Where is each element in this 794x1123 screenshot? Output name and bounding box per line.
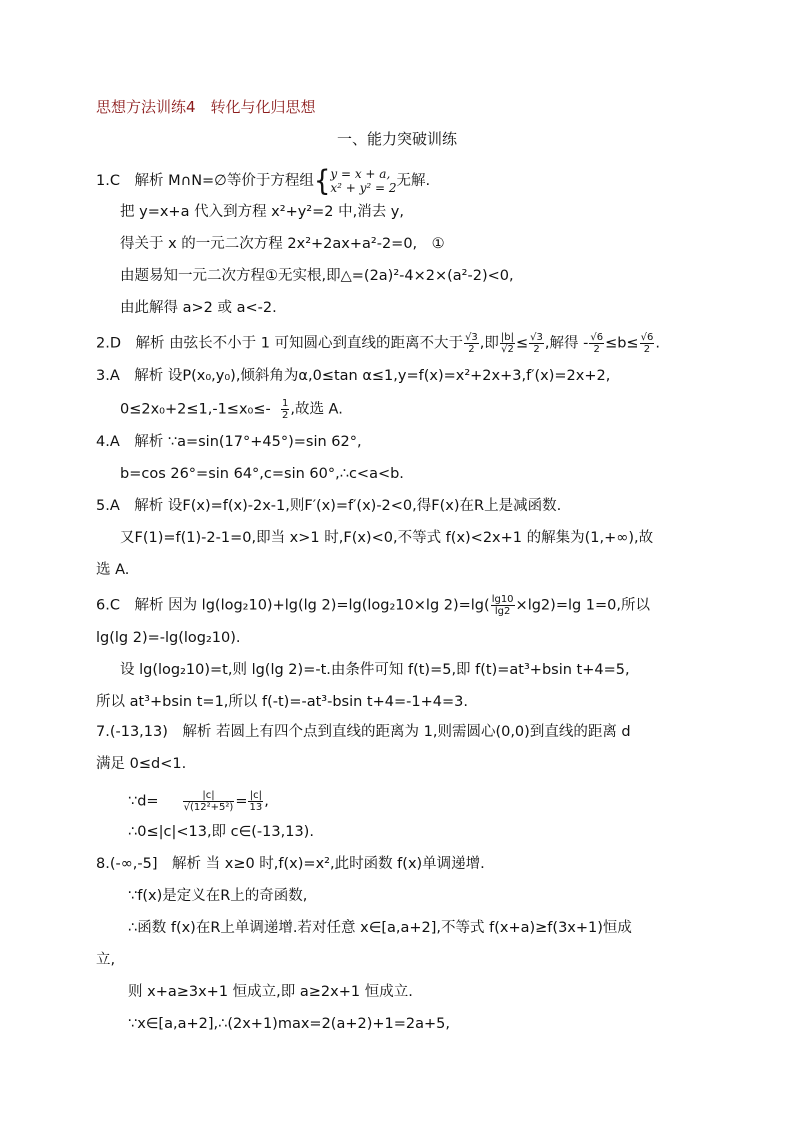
q2-line [96,332,660,355]
fraction-numerator: |c| [249,790,262,801]
q6-line-2: lg(lg 2)=-lg(log₂10). [96,630,241,646]
q6-text: 6.C 解析 因为 lg(log₂10)+lg(lg 2)=lg(log₂10×lg 2)=lg( [96,597,490,614]
q6-line-4: 所以 at³+bsin t=1,所以 f(-t)=-at³-bsin t+4=-1+4=3. [96,694,468,710]
fraction-numerator: |b| [500,332,514,343]
equation-1: y = x + a, [330,167,391,181]
fraction [183,790,235,813]
q1-line [96,164,431,198]
fraction-denominator: 2 [468,344,475,355]
q3-text: 0≤2x₀+2≤1,-1≤x₀≤- [120,401,271,418]
q7-end: , [264,793,269,810]
section-title: 一、能力突破训练 [336,130,457,148]
q6-line-3: 设 lg(log₂10)=t,则 lg(lg 2)=-t.由条件可知 f(t)=5,即 f(t)=at³+bsin t+4=5, [120,662,630,678]
q5-line-3: 选 A. [96,562,130,578]
fraction-numerator: 1 [281,398,289,409]
q7-connector: = [235,793,248,810]
q2-text: 2.D 解析 由弦长不小于 1 可知圆心到直线的距离不大于 [96,335,464,352]
q2-connector: ,即 [479,335,499,352]
fraction-denominator: 2 [533,344,540,355]
fraction [589,332,604,355]
fraction-numerator: |c| [183,790,235,802]
fraction-denominator: 2 [281,410,289,421]
fraction-numerator: √6 [640,332,654,343]
fraction-denominator: lg2 [494,606,511,617]
fraction-denominator: 2 [593,344,600,355]
fraction [529,332,544,355]
q8-line-1: 8.(-∞,-5] 解析 当 x≥0 时,f(x)=x²,此时函数 f(x)单调递增. [96,856,485,872]
fraction [464,332,479,355]
q7-text: ∵d= [128,793,159,810]
q8-line-6: ∵x∈[a,a+2],∴(2x+1)max=2(a+2)+1=2a+5, [128,1016,450,1032]
equation-2: x² + y² = 2 [330,181,397,195]
q8-line-2: ∵f(x)是定义在R上的奇函数, [128,888,308,904]
fraction-denominator: 2 [643,344,651,355]
fraction-denominator: 13 [249,802,263,813]
q1-step-3: 由题易知一元二次方程①无实根,即△=(2a)²-4×2×(a²-2)<0, [120,268,514,284]
q8-line-5: 则 x+a≥3x+1 恒成立,即 a≥2x+1 恒成立. [128,984,413,1000]
q4-line-1: 4.A 解析 ∵a=sin(17°+45°)=sin 62°, [96,434,362,450]
q8-line-3: ∴函数 f(x)在R上单调递增.若对任意 x∈[a,a+2],不等式 f(x+a)≥f(3x+1)恒成 [128,920,632,936]
q5-line-2: 又F(1)=f(1)-2-1=0,即当 x>1 时,F(x)<0,不等式 f(x)<2x+1 的解集为(1,+∞),故 [120,530,654,546]
fraction [281,398,289,421]
fraction-denominator: √(12²+5²) [183,802,234,813]
fraction-numerator: √6 [590,332,604,343]
q5-line-1: 5.A 解析 设F(x)=f(x)-2x-1,则F′(x)=f′(x)-2<0,得F(x)在R上是减函数. [96,498,562,514]
q7-line-3 [128,790,269,813]
q3-line-2 [120,398,343,421]
q1-step-4: 由此解得 a>2 或 a<-2. [120,300,277,316]
q7-line-1: 7.(-13,13) 解析 若圆上有四个点到直线的距离为 1,则需圆心(0,0)到直线的距离 d [96,724,631,740]
fraction-denominator: √2 [501,344,514,355]
q6-line-1 [96,594,650,617]
q2-connector: ,解得 - [544,335,589,352]
q8-line-4: 立, [96,952,116,968]
q4-line-2: b=cos 26°=sin 64°,c=sin 60°,∴c<a<b. [120,466,404,482]
fraction [248,790,263,813]
q1-end-text: 无解. [396,173,431,189]
equation-system [330,167,396,195]
q7-line-4: ∴0≤|c|<13,即 c∈(-13,13). [128,824,314,840]
q1-step-2: 得关于 x 的一元二次方程 2x²+2ax+a²-2=0, ① [120,236,445,252]
q1-step-1: 把 y=x+a 代入到方程 x²+y²=2 中,消去 y, [120,204,405,220]
q2-connector: ≤b≤ [605,335,639,352]
fraction-numerator: lg10 [491,594,514,605]
fraction [491,594,515,617]
brace-icon: { [313,164,331,198]
q7-line-2: 满足 0≤d<1. [96,756,187,772]
fraction [640,332,655,355]
q2-end: . [655,335,660,352]
fraction-numerator: √3 [465,332,478,343]
q1-text: 1.C 解析 M∩N=∅等价于方程组 [96,173,314,189]
fraction-numerator: √3 [530,332,543,343]
fraction [500,332,515,355]
q3-line-1: 3.A 解析 设P(x₀,y₀),倾斜角为α,0≤tan α≤1,y=f(x)=x²+2x+3,f′(x)=2x+2, [96,368,611,384]
document-title: 思想方法训练4 转化与化归思想 [96,98,316,116]
q2-connector: ≤ [516,335,529,352]
q3-end: ,故选 A. [290,401,343,418]
q6-connector: ×lg2 [515,597,551,614]
q6-end: )=lg 1=0,所以 [550,597,651,614]
